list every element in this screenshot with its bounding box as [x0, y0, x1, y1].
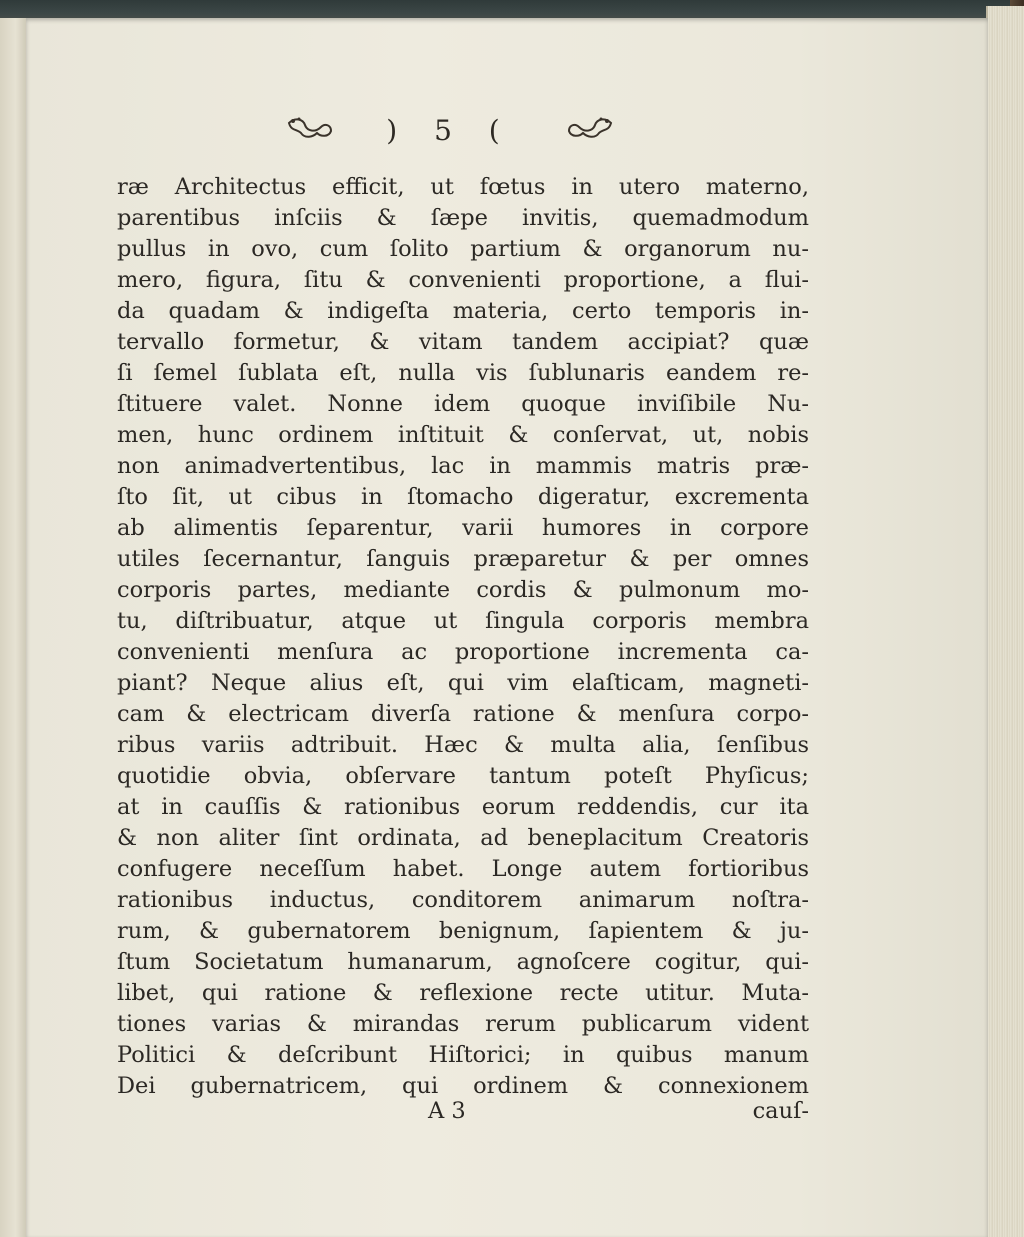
text-line: da quadam & indigeſta materia, certo temporis in- — [117, 298, 809, 324]
running-header — [285, 108, 615, 152]
text-line: Dei gubernatricem, qui ordinem & connexionem — [117, 1073, 809, 1099]
text-line: ab alimentis ſeparentur, varii humores in corpore — [117, 515, 809, 541]
text-line: ſtum Societatum humanarum, agnoſcere cogitur, qui- — [117, 949, 809, 975]
text-line: men, hunc ordinem inſtituit & conſervat, ut, nobis — [117, 422, 809, 448]
text-line: convenienti menſura ac proportione incrementa ca- — [117, 639, 809, 665]
page-number: ) 5 ( — [386, 113, 514, 147]
text-line: rationibus inductus, conditorem animarum noſtra- — [117, 887, 809, 913]
facing-page-edge — [0, 18, 26, 1237]
text-line: ribus variis adtribuit. Hæc & multa alia, ſenſibus — [117, 732, 809, 758]
text-line: & non aliter ſint ordinata, ad beneplacitum Creatoris — [117, 825, 809, 851]
text-line: piant? Neque alius eſt, qui vim elaſticam, magneti- — [117, 670, 809, 696]
page-stack-edge — [986, 6, 1024, 1237]
text-line: utiles ſecernantur, ſanguis præparetur & per omnes — [117, 546, 809, 572]
text-line: corporis partes, mediante cordis & pulmonum mo- — [117, 577, 809, 603]
text-line: mero, figura, ſitu & convenienti proportione, a flui- — [117, 267, 809, 293]
text-line: confugere neceſſum habet. Longe autem fortioribus — [117, 856, 809, 882]
catchword: cauſ- — [752, 1098, 809, 1124]
text-line: tu, diſtribuatur, atque ut ſingula corporis membra — [117, 608, 809, 634]
text-line: Politici & deſcribunt Hiſtorici; in quibus manum — [117, 1042, 809, 1068]
text-line: ſto ſit, ut cibus in ſtomacho digeratur, excrementa — [117, 484, 809, 510]
text-line: pullus in ovo, cum ſolito partium & organorum nu- — [117, 236, 809, 262]
page-footer — [117, 1098, 809, 1130]
text-line: tiones varias & mirandas rerum publicarum vident — [117, 1011, 809, 1037]
text-line: libet, qui ratione & reflexione recte utitur. Muta- — [117, 980, 809, 1006]
ornament-right-icon — [565, 115, 615, 146]
text-line: at in cauſſis & rationibus eorum reddendis, cur ita — [117, 794, 809, 820]
text-line: ſi ſemel ſublata eſt, nulla vis ſublunaris eandem re- — [117, 360, 809, 386]
ornament-left-icon — [285, 115, 335, 146]
text-line: non animadvertentibus, lac in mammis matris præ- — [117, 453, 809, 479]
text-line: ſtituere valet. Nonne idem quoque inviſibile Nu- — [117, 391, 809, 417]
signature-mark: A 3 — [428, 1098, 466, 1124]
text-line: parentibus inſciis & ſæpe invitis, quemadmodum — [117, 205, 809, 231]
text-line: rum, & gubernatorem benignum, ſapientem & ju- — [117, 918, 809, 944]
text-line: ræ Architectus efficit, ut fœtus in utero materno, — [117, 174, 809, 200]
body-text — [117, 172, 809, 1102]
text-line: cam & electricam diverſa ratione & menſura corpo- — [117, 701, 809, 727]
text-line: tervallo formetur, & vitam tandem accipiat? quæ — [117, 329, 809, 355]
text-line: quotidie obvia, obſervare tantum poteſt Phyſicus; — [117, 763, 809, 789]
